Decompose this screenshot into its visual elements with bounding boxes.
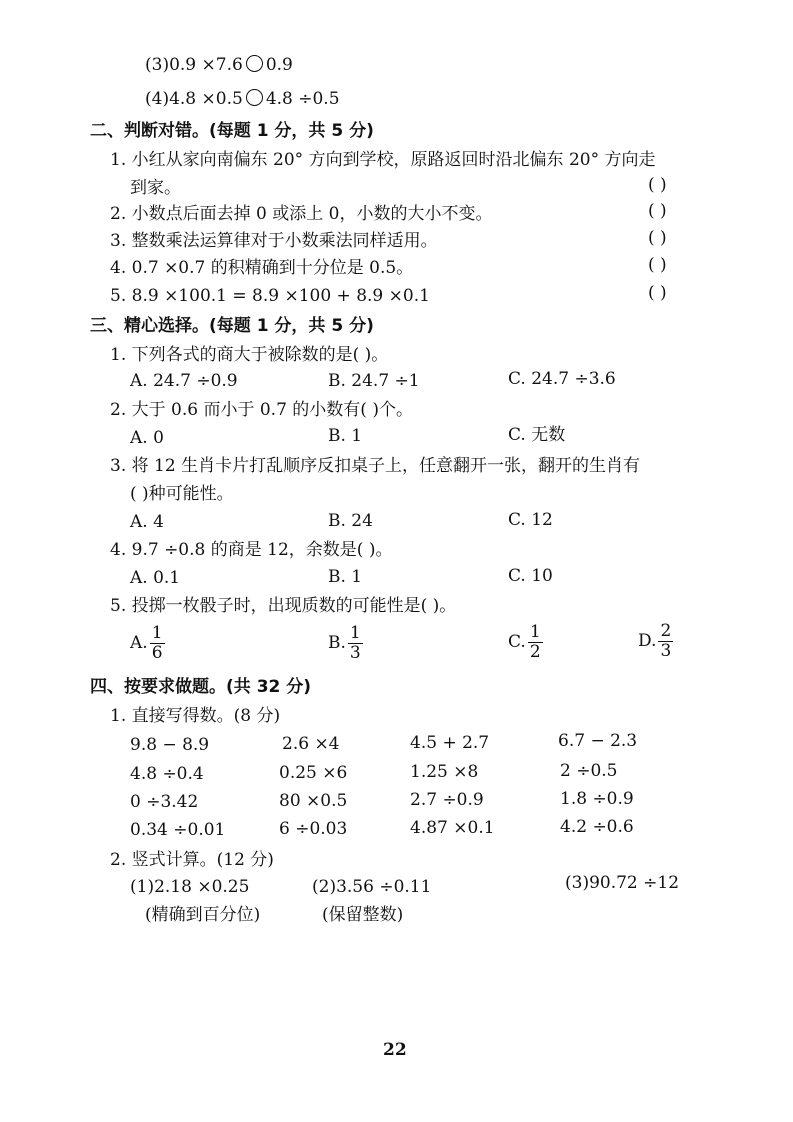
calc-cell: 0 ÷3.42: [130, 792, 199, 812]
judge-item-1-line2: 到家。: [130, 178, 181, 198]
compare-circle-blank[interactable]: [246, 89, 263, 106]
answer-blank[interactable]: ( ): [648, 255, 667, 275]
calc-cell: 1.8 ÷0.9: [560, 789, 634, 809]
choice-q1-option-c[interactable]: C. 24.7 ÷3.6: [508, 369, 616, 389]
section-4-heading: 四、按要求做题。(共 32 分): [90, 677, 312, 697]
calc-cell: 6 ÷0.03: [279, 819, 348, 839]
answer-blank[interactable]: ( ): [648, 283, 667, 303]
vertical-calc-3: (3)90.72 ÷12: [565, 873, 680, 893]
choice-q5-option-c[interactable]: C. $\frac{1}{2}$: [508, 622, 541, 662]
choice-q4-option-b[interactable]: B. 1: [328, 567, 363, 587]
choice-q5-option-a[interactable]: A. $\frac{1}{6}$: [130, 623, 163, 663]
choice-q4-option-a[interactable]: A. 0.1: [130, 568, 181, 588]
calc-cell: 0.25 ×6: [279, 763, 348, 783]
choice-q2-stem: 2. 大于 0.6 而小于 0.7 的小数有( )个。: [110, 400, 413, 420]
choice-q3-option-c[interactable]: C. 12: [508, 510, 553, 530]
calc-cell: 80 ×0.5: [279, 791, 348, 811]
section-3-heading: 三、精心选择。(每题 1 分，共 5 分): [90, 316, 374, 336]
calc-cell: 9.8 − 8.9: [130, 735, 210, 755]
compare-circle-blank[interactable]: [246, 55, 263, 72]
vertical-calc-1: (1)2.18 ×0.25: [130, 877, 250, 897]
choice-q4-stem: 4. 9.7 ÷0.8 的商是 12，余数是( )。: [110, 540, 393, 560]
answer-blank[interactable]: ( ): [648, 228, 667, 248]
choice-q2-option-a[interactable]: A. 0: [130, 428, 164, 448]
judge-item-3: 3. 整数乘法运算律对于小数乘法同样适用。: [110, 231, 438, 251]
calc-cell: 4.5 + 2.7: [410, 733, 490, 753]
judge-item-1-line1: 1. 小红从家向南偏东 20° 方向到学校，原路返回时沿北偏东 20° 方向走: [110, 150, 656, 170]
compare-item-4: (4)4.8 ×0.5 4.8 ÷0.5: [145, 89, 340, 109]
choice-q1-option-a[interactable]: A. 24.7 ÷0.9: [130, 371, 238, 391]
calc-cell: 0.34 ÷0.01: [130, 820, 226, 840]
fraction: $\frac{1}{3}$: [349, 623, 361, 663]
choice-q5-option-b[interactable]: B. $\frac{1}{3}$: [328, 623, 361, 663]
choice-q1-option-b[interactable]: B. 24.7 ÷1: [328, 371, 420, 391]
vertical-calc-2: (2)3.56 ÷0.11: [312, 877, 432, 897]
judge-item-5: 5. 8.9 ×100.1 = 8.9 ×100 + 8.9 ×0.1: [110, 286, 430, 306]
part2-title: 2. 竖式计算。(12 分): [110, 850, 274, 870]
fraction: $\frac{1}{6}$: [151, 623, 163, 663]
part1-title: 1. 直接写得数。(8 分): [110, 706, 281, 726]
choice-q4-option-c[interactable]: C. 10: [508, 566, 553, 586]
vertical-calc-2-note: (保留整数): [322, 905, 404, 925]
calc-cell: 4.8 ÷0.4: [130, 764, 204, 784]
choice-q5-stem: 5. 投掷一枚骰子时，出现质数的可能性是( )。: [110, 596, 457, 616]
fraction: $\frac{1}{2}$: [529, 622, 541, 662]
calc-cell: 2.7 ÷0.9: [410, 790, 484, 810]
calc-cell: 4.87 ×0.1: [410, 818, 495, 838]
choice-q3-option-b[interactable]: B. 24: [328, 511, 373, 531]
judge-item-4: 4. 0.7 ×0.7 的积精确到十分位是 0.5。: [110, 258, 414, 278]
fraction: $\frac{2}{3}$: [660, 621, 672, 661]
answer-blank[interactable]: ( ): [648, 201, 667, 221]
page-number: 22: [383, 1040, 407, 1060]
choice-q3-stem-line2: ( )种可能性。: [130, 484, 234, 504]
section-2-heading: 二、判断对错。(每题 1 分，共 5 分): [90, 121, 374, 141]
choice-q2-option-b[interactable]: B. 1: [328, 426, 363, 446]
calc-cell: 2.6 ×4: [282, 734, 340, 754]
choice-q5-option-d[interactable]: D. $\frac{2}{3}$: [638, 621, 672, 661]
calc-cell: 6.7 − 2.3: [558, 731, 638, 751]
judge-item-2: 2. 小数点后面去掉 0 或添上 0，小数的大小不变。: [110, 204, 493, 224]
choice-q3-stem-line1: 3. 将 12 生肖卡片打乱顺序反扣桌子上，任意翻开一张，翻开的生肖有: [110, 456, 641, 476]
calc-cell: 1.25 ×8: [410, 762, 479, 782]
calc-cell: 4.2 ÷0.6: [560, 817, 634, 837]
choice-q3-option-a[interactable]: A. 4: [130, 512, 164, 532]
choice-q1-stem: 1. 下列各式的商大于被除数的是( )。: [110, 345, 389, 365]
choice-q2-option-c[interactable]: C. 无数: [508, 425, 566, 445]
vertical-calc-1-note: (精确到百分位): [145, 905, 261, 925]
answer-blank[interactable]: ( ): [648, 175, 667, 195]
compare-item-3: (3)0.9 ×7.6 0.9: [145, 55, 293, 75]
calc-cell: 2 ÷0.5: [560, 761, 618, 781]
